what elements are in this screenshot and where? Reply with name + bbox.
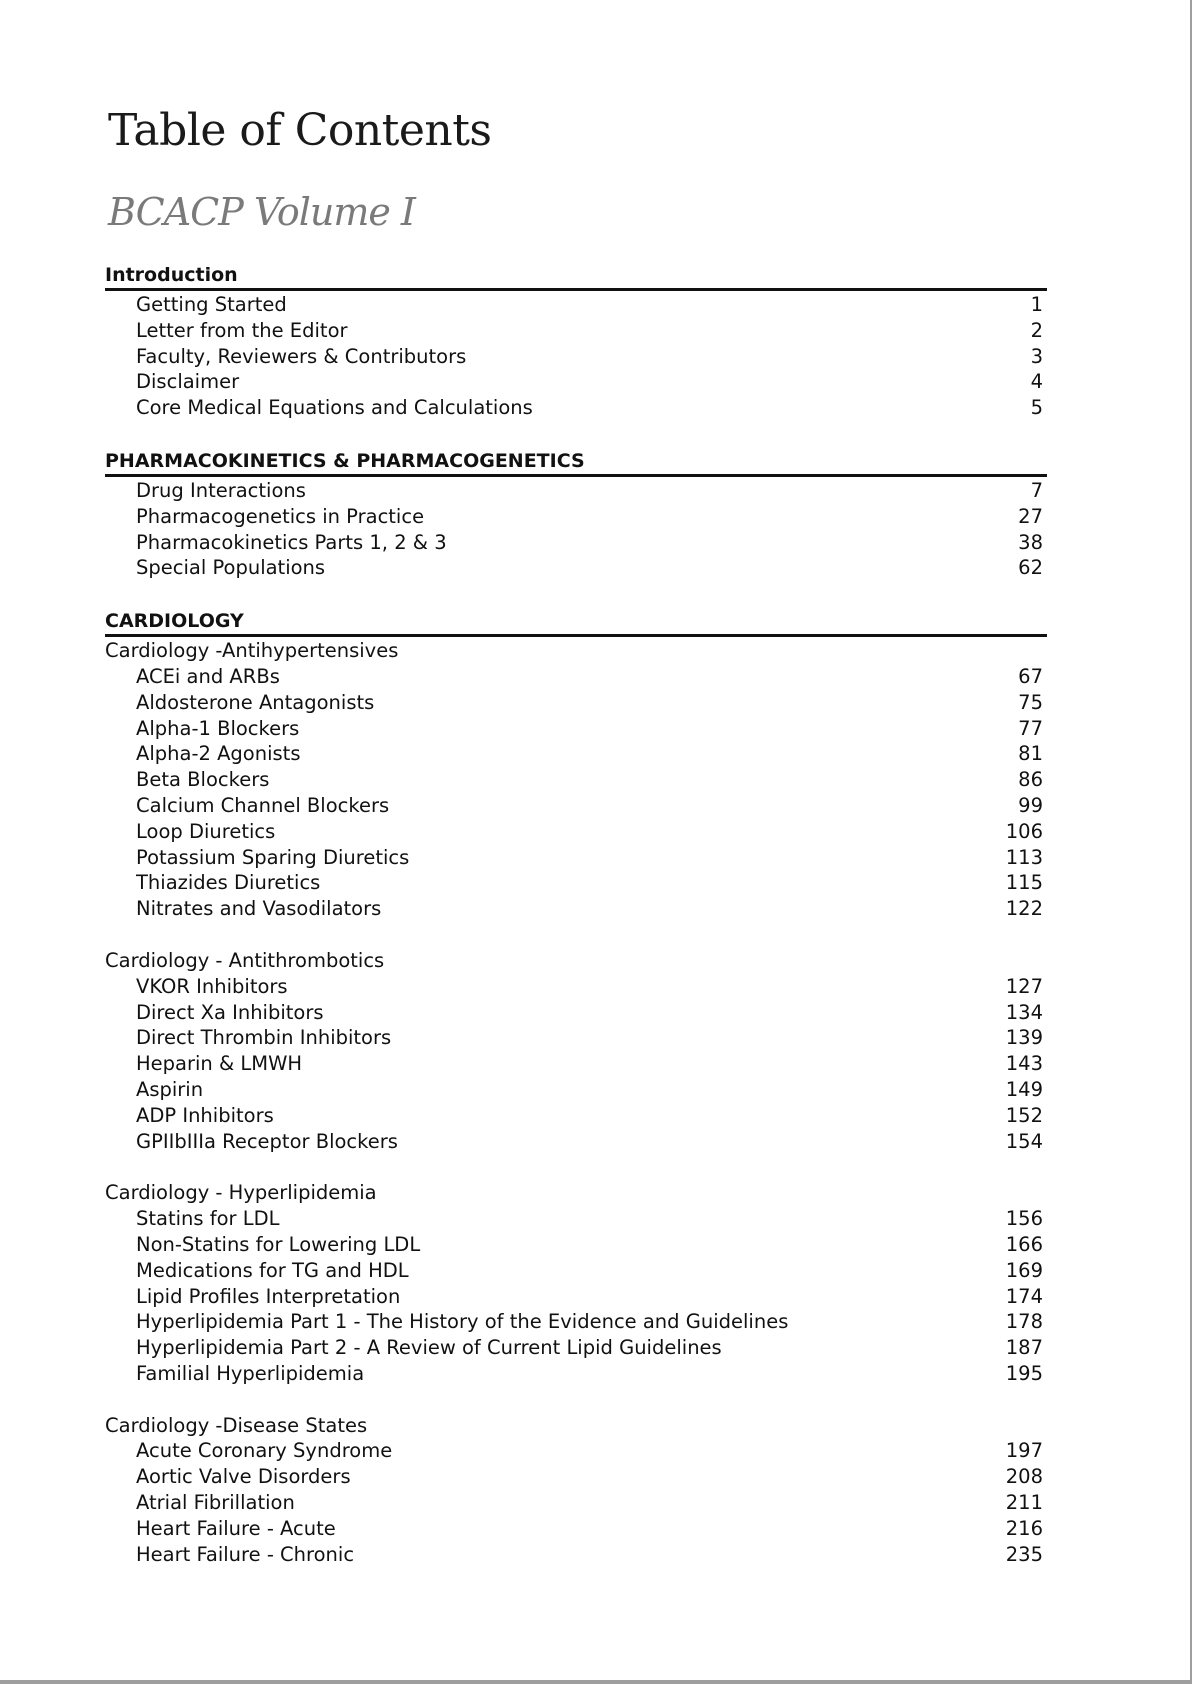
toc-section-title: CARDIOLOGY (105, 610, 1047, 637)
toc-entry[interactable] (105, 1206, 1047, 1232)
toc-entry-title: Thiazides Diuretics (136, 871, 321, 895)
toc-entry-title: ADP Inhibitors (136, 1103, 274, 1127)
toc-entry-page-number: 27 (1018, 504, 1043, 528)
toc-entry[interactable] (105, 793, 1047, 819)
toc-entry-title: Aortic Valve Disorders (136, 1465, 351, 1489)
toc-entry[interactable] (105, 555, 1047, 581)
toc-entry[interactable] (105, 664, 1047, 690)
toc-entry[interactable] (105, 1077, 1047, 1103)
toc-group-title: Cardiology -Antihypertensives (105, 639, 399, 663)
toc-entry-page-number: 208 (1005, 1465, 1043, 1489)
toc-entry-page-number: 174 (1005, 1284, 1043, 1308)
toc-entry-page-number: 7 (1030, 478, 1043, 502)
toc-entry-page-number: 187 (1005, 1336, 1043, 1360)
toc-group (105, 638, 1047, 922)
toc-entry-page-number: 139 (1005, 1026, 1043, 1050)
toc-entry-page-number: 152 (1005, 1103, 1043, 1127)
toc-entry-page-number: 106 (1005, 819, 1043, 843)
page-title: Table of Contents (108, 105, 492, 156)
toc-entry-title: Nitrates and Vasodilators (136, 897, 382, 921)
toc-section (105, 264, 1047, 421)
toc-entry-title: Hyperlipidemia Part 2 - A Review of Current Lipid Guidelines (136, 1336, 722, 1360)
toc-entry-title: Hyperlipidemia Part 1 - The History of the Evidence and Guidelines (136, 1310, 789, 1334)
toc-entry-title: Loop Diuretics (136, 819, 276, 843)
toc-entry-page-number: 4 (1030, 370, 1043, 394)
toc-section (105, 450, 1047, 581)
page-subtitle: BCACP Volume I (108, 190, 415, 234)
toc-entry-title: Familial Hyperlipidemia (136, 1361, 365, 1385)
toc-entry[interactable] (105, 1103, 1047, 1129)
toc-entry[interactable] (105, 504, 1047, 530)
toc-entry-title: Direct Thrombin Inhibitors (136, 1026, 392, 1050)
toc-entry[interactable] (105, 716, 1047, 742)
toc-entry-page-number: 67 (1018, 664, 1043, 688)
toc-entry-title: Pharmacogenetics in Practice (136, 504, 425, 528)
toc-entry-title: Alpha-1 Blockers (136, 716, 300, 740)
toc-group-title: Cardiology -Disease States (105, 1413, 368, 1437)
toc-entry[interactable] (105, 530, 1047, 556)
toc-entry-title: Drug Interactions (136, 478, 306, 502)
toc-entry-title: Calcium Channel Blockers (136, 793, 390, 817)
toc-entry-title: Direct Xa Inhibitors (136, 1000, 324, 1024)
toc-entry-page-number: 1 (1030, 293, 1043, 316)
toc-entry-page-number: 127 (1005, 974, 1043, 998)
toc-entry[interactable] (105, 1464, 1047, 1490)
toc-section-title: PHARMACOKINETICS & PHARMACOGENETICS (105, 450, 1047, 477)
table-of-contents (105, 264, 1047, 1596)
toc-entry-title: Alpha-2 Agonists (136, 742, 301, 766)
toc-entry[interactable] (105, 896, 1047, 922)
toc-entry-title: Acute Coronary Syndrome (136, 1439, 393, 1463)
toc-entry-page-number: 77 (1018, 716, 1043, 740)
toc-entry-page-number: 134 (1005, 1000, 1043, 1024)
toc-entry[interactable] (105, 369, 1047, 395)
toc-entry-page-number: 62 (1018, 556, 1043, 580)
toc-entry-title: Medications for TG and HDL (136, 1258, 409, 1282)
toc-entry-title: Heart Failure - Acute (136, 1516, 336, 1540)
toc-entry-page-number: 178 (1005, 1310, 1043, 1334)
toc-entry-title: Beta Blockers (136, 768, 270, 792)
toc-entry[interactable] (105, 1361, 1047, 1387)
toc-entry-title: Potassium Sparing Diuretics (136, 845, 410, 869)
toc-entry[interactable] (105, 741, 1047, 767)
toc-section-title: Introduction (105, 264, 1047, 291)
toc-group (105, 948, 1047, 1154)
toc-entry-page-number: 115 (1005, 871, 1043, 895)
toc-entry[interactable] (105, 395, 1047, 421)
toc-entry-page-number: 99 (1018, 793, 1043, 817)
toc-group-title: Cardiology - Hyperlipidemia (105, 1181, 377, 1205)
toc-section (105, 610, 1047, 1567)
toc-entry-page-number: 216 (1005, 1516, 1043, 1540)
toc-group (105, 1180, 1047, 1386)
toc-entry[interactable] (105, 1284, 1047, 1310)
toc-entry[interactable] (105, 478, 1047, 504)
toc-entry-page-number: 38 (1018, 530, 1043, 554)
toc-entry-title: Faculty, Reviewers & Contributors (136, 344, 467, 368)
toc-entry-title: Aldosterone Antagonists (136, 690, 375, 714)
toc-entry-page-number: 156 (1005, 1207, 1043, 1231)
toc-entry[interactable] (105, 1490, 1047, 1516)
toc-entry-title: GPIIbIIIa Receptor Blockers (136, 1129, 398, 1153)
toc-entry-page-number: 81 (1018, 742, 1043, 766)
toc-entry-title: Pharmacokinetics Parts 1, 2 & 3 (136, 530, 447, 554)
toc-entry-page-number: 2 (1030, 318, 1043, 342)
toc-entry[interactable] (105, 292, 1047, 318)
toc-entry[interactable] (105, 318, 1047, 344)
toc-group (105, 1413, 1047, 1568)
toc-entry-page-number: 113 (1005, 845, 1043, 869)
toc-entry[interactable] (105, 1232, 1047, 1258)
toc-entry-page-number: 166 (1005, 1232, 1043, 1256)
toc-entry-title: Letter from the Editor (136, 318, 348, 342)
toc-entry-title: Lipid Profiles Interpretation (136, 1284, 401, 1308)
toc-section-entries (105, 291, 1047, 421)
toc-entry[interactable] (105, 974, 1047, 1000)
toc-section-entries (105, 637, 1047, 1567)
toc-entry[interactable] (105, 819, 1047, 845)
toc-entry[interactable] (105, 1438, 1047, 1464)
toc-entry-page-number: 195 (1005, 1361, 1043, 1385)
toc-entry[interactable] (105, 1516, 1047, 1542)
toc-entry-page-number: 86 (1018, 768, 1043, 792)
toc-entry-title: Heparin & LMWH (136, 1052, 303, 1076)
toc-entry-title: Aspirin (136, 1077, 204, 1101)
toc-entry-page-number: 122 (1005, 897, 1043, 921)
toc-entry[interactable] (105, 1335, 1047, 1361)
toc-entry[interactable] (105, 1025, 1047, 1051)
toc-entry-title: Heart Failure - Chronic (136, 1542, 355, 1566)
toc-entry-title: Special Populations (136, 556, 326, 580)
toc-entry[interactable] (105, 1129, 1047, 1155)
toc-entry[interactable] (105, 1309, 1047, 1335)
toc-entry-page-number: 154 (1005, 1129, 1043, 1153)
toc-entry-title: VKOR Inhibitors (136, 974, 288, 998)
toc-entry-page-number: 149 (1005, 1077, 1043, 1101)
toc-entry-page-number: 5 (1030, 396, 1043, 420)
toc-section-entries (105, 477, 1047, 581)
toc-entry[interactable] (105, 1051, 1047, 1077)
toc-entry-title: Atrial Fibrillation (136, 1491, 295, 1515)
toc-entry-title: ACEi and ARBs (136, 664, 280, 688)
toc-entry[interactable] (105, 870, 1047, 896)
toc-entry-page-number: 169 (1005, 1258, 1043, 1282)
toc-entry[interactable] (105, 767, 1047, 793)
toc-entry[interactable] (105, 1542, 1047, 1568)
toc-entry-title: Core Medical Equations and Calculations (136, 396, 533, 420)
toc-entry[interactable] (105, 344, 1047, 370)
toc-entry[interactable] (105, 1258, 1047, 1284)
toc-entry[interactable] (105, 845, 1047, 871)
toc-entry-title: Non-Statins for Lowering LDL (136, 1232, 421, 1256)
toc-entry-page-number: 3 (1030, 344, 1043, 368)
toc-entry-page-number: 211 (1005, 1491, 1043, 1515)
toc-group-title: Cardiology - Antithrombotics (105, 948, 385, 972)
toc-entry[interactable] (105, 690, 1047, 716)
toc-entry-page-number: 235 (1005, 1542, 1043, 1566)
toc-entry-title: Getting Started (136, 293, 287, 316)
toc-entry-title: Statins for LDL (136, 1207, 280, 1231)
toc-entry-page-number: 75 (1018, 690, 1043, 714)
toc-entry-page-number: 143 (1005, 1052, 1043, 1076)
toc-entry[interactable] (105, 1000, 1047, 1026)
toc-entry-title: Disclaimer (136, 370, 240, 394)
toc-entry-page-number: 197 (1005, 1439, 1043, 1463)
